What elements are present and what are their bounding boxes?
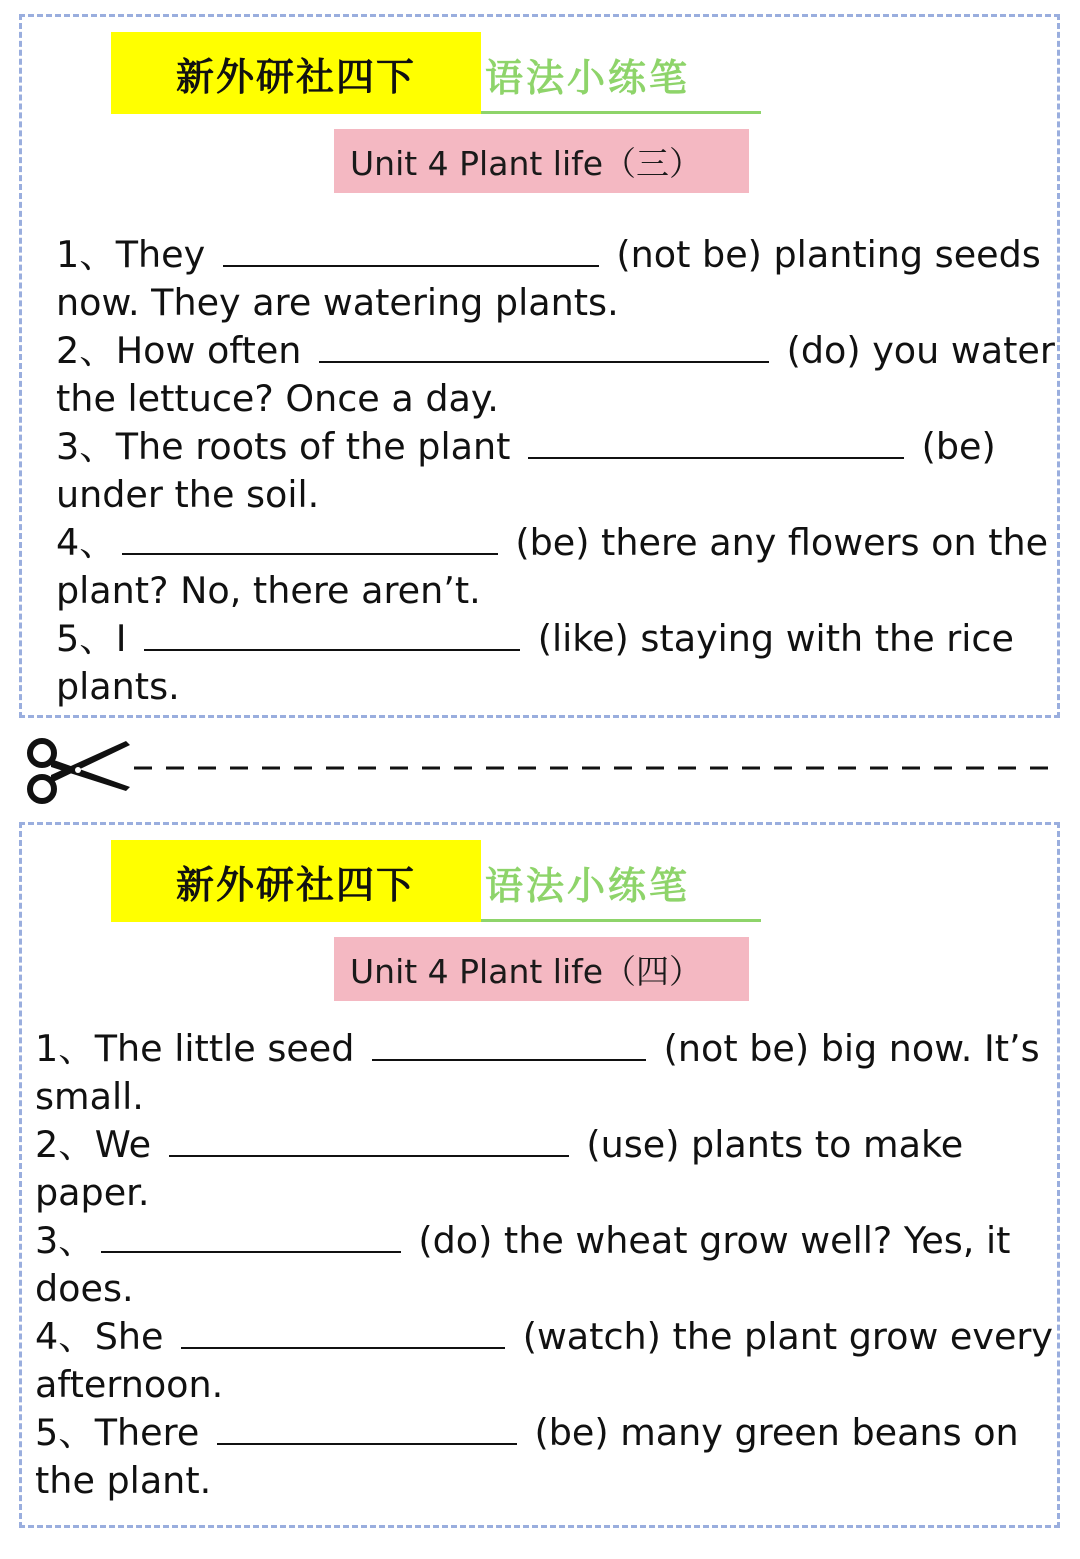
- answer-blank[interactable]: [169, 1125, 569, 1157]
- question-text-after: (do) you water the lettuce? Once a day.: [56, 329, 1055, 420]
- question-text-before: We: [94, 1123, 163, 1166]
- question-text-before: They: [115, 233, 217, 276]
- question-text-after: (not be) planting seeds now. They are watering plants.: [56, 233, 1041, 324]
- question-item: [56, 327, 1056, 423]
- question-item: [35, 1121, 1055, 1217]
- answer-blank[interactable]: [101, 1221, 401, 1253]
- question-text-before: The roots of the plant: [115, 425, 523, 468]
- question-item: [35, 1409, 1055, 1505]
- question-list: [35, 1025, 1055, 1505]
- worksheet-card-3: [19, 14, 1060, 718]
- question-text-after: (use) plants to make paper.: [35, 1123, 964, 1214]
- header-title-right: 语法小练笔: [481, 840, 761, 922]
- question-text-before: How often: [115, 329, 314, 372]
- question-item: [56, 231, 1056, 327]
- scissors-icon: [22, 735, 134, 807]
- dashed-cut-line: [134, 765, 1054, 771]
- question-text-before: The little seed: [94, 1027, 367, 1070]
- worksheet-card-4: [19, 822, 1060, 1528]
- answer-blank[interactable]: [372, 1029, 646, 1061]
- question-item: [35, 1217, 1055, 1313]
- question-item: [35, 1025, 1055, 1121]
- question-text-before: There: [94, 1411, 211, 1454]
- answer-blank[interactable]: [217, 1413, 517, 1445]
- unit-label: Unit 4 Plant life（三）: [334, 129, 749, 193]
- header-title-left: 新外研社四下: [111, 32, 481, 114]
- question-item: [56, 615, 1056, 711]
- question-text-before: I: [115, 617, 139, 660]
- answer-blank[interactable]: [181, 1317, 505, 1349]
- question-number: 1、: [35, 1027, 95, 1070]
- worksheet-header: [111, 32, 761, 114]
- answer-blank[interactable]: [528, 427, 904, 459]
- answer-blank[interactable]: [144, 619, 520, 651]
- question-item: [56, 423, 1056, 519]
- header-title-right: 语法小练笔: [481, 32, 761, 114]
- question-number: 4、: [35, 1315, 95, 1358]
- question-list: [56, 231, 1056, 711]
- question-text-after: (be) there any flowers on the plant? No, there aren’t.: [56, 521, 1049, 612]
- question-text-after: (be) many green beans on the plant.: [35, 1411, 1019, 1502]
- question-number: 3、: [35, 1219, 95, 1262]
- question-text-before: She: [94, 1315, 176, 1358]
- question-number: 4、: [56, 521, 116, 564]
- question-text-after: (do) the wheat grow well? Yes, it does.: [35, 1219, 1011, 1310]
- question-text-after: (like) staying with the rice plants.: [56, 617, 1014, 708]
- answer-blank[interactable]: [122, 523, 498, 555]
- question-text-after: (be) under the soil.: [56, 425, 996, 516]
- question-number: 2、: [56, 329, 116, 372]
- unit-label: Unit 4 Plant life（四）: [334, 937, 749, 1001]
- worksheet-header: [111, 840, 761, 922]
- answer-blank[interactable]: [319, 331, 769, 363]
- cut-line: [0, 735, 1080, 815]
- question-number: 3、: [56, 425, 116, 468]
- question-text-after: (not be) big now. It’s small.: [35, 1027, 1040, 1118]
- question-number: 1、: [56, 233, 116, 276]
- header-title-left: 新外研社四下: [111, 840, 481, 922]
- question-number: 2、: [35, 1123, 95, 1166]
- question-item: [35, 1313, 1055, 1409]
- answer-blank[interactable]: [223, 235, 599, 267]
- question-item: [56, 519, 1056, 615]
- question-number: 5、: [56, 617, 116, 660]
- question-text-after: (watch) the plant grow every afternoon.: [35, 1315, 1054, 1406]
- question-number: 5、: [35, 1411, 95, 1454]
